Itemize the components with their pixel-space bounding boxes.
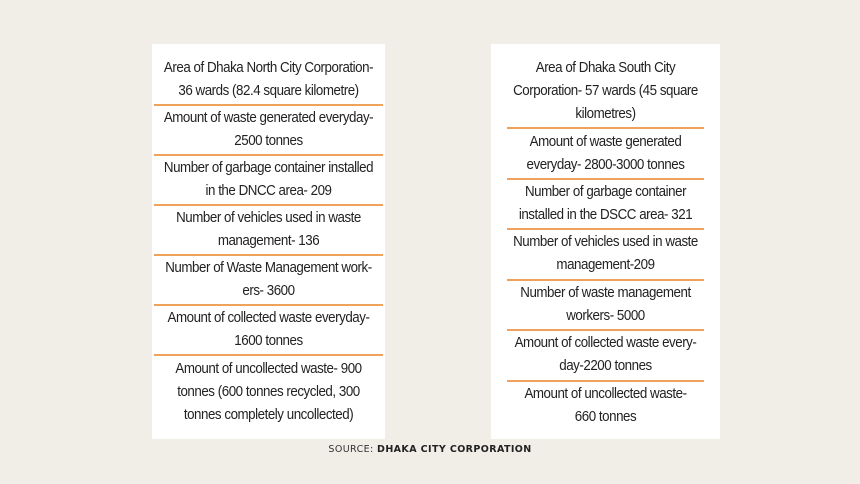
divider	[507, 380, 704, 382]
dscc-uncollected-waste-fact: Amount of uncollected waste- 660 tonnes	[524, 386, 687, 425]
dscc-collected-waste-fact: Amount of collected waste every- day-2200 tonnes	[514, 335, 697, 374]
divider	[154, 254, 383, 256]
divider	[154, 104, 383, 106]
divider	[507, 279, 704, 281]
dncc-vehicles-fact: Number of vehicles used in waste management- 136	[176, 210, 361, 249]
divider	[154, 154, 383, 156]
dncc-workers-fact: Number of Waste Management work- ers- 3600	[165, 260, 372, 299]
dscc-waste-generated-fact: Amount of waste generated everyday- 2800-3000 tonnes	[526, 134, 685, 173]
dncc-garbage-containers-fact: Number of garbage container installed in the DNCC area- 209	[163, 160, 374, 199]
source-label: SOURCE:	[328, 444, 374, 455]
source-organization: DHAKA CITY CORPORATION	[377, 444, 532, 455]
source-credit	[0, 444, 860, 455]
dscc-area-fact: Area of Dhaka South City Corporation- 57 wards (45 square kilometres)	[513, 60, 698, 122]
dscc-facts-panel	[491, 44, 720, 439]
divider	[507, 178, 704, 180]
divider	[154, 304, 383, 306]
dncc-collected-waste-fact: Amount of collected waste everyday- 1600 tonnes	[167, 310, 370, 349]
dscc-vehicles-fact: Number of vehicles used in waste management-209	[513, 234, 698, 273]
divider	[154, 204, 383, 206]
dncc-waste-generated-fact: Amount of waste generated everyday- 2500 tonnes	[163, 110, 374, 149]
dncc-uncollected-waste-fact: Amount of uncollected waste- 900 tonnes (600 tonnes recycled, 300 tonnes completely uncollected)	[175, 361, 362, 423]
dscc-workers-fact: Number of waste management workers- 5000	[520, 285, 691, 324]
divider	[507, 329, 704, 331]
dncc-facts-panel	[152, 44, 385, 439]
divider	[154, 354, 383, 356]
dncc-area-fact: Area of Dhaka North City Corporation- 36 wards (82.4 square kilometre)	[163, 60, 374, 99]
dscc-garbage-containers-fact: Number of garbage container installed in the DSCC area- 321	[518, 184, 693, 223]
divider	[507, 127, 704, 129]
divider	[507, 228, 704, 230]
